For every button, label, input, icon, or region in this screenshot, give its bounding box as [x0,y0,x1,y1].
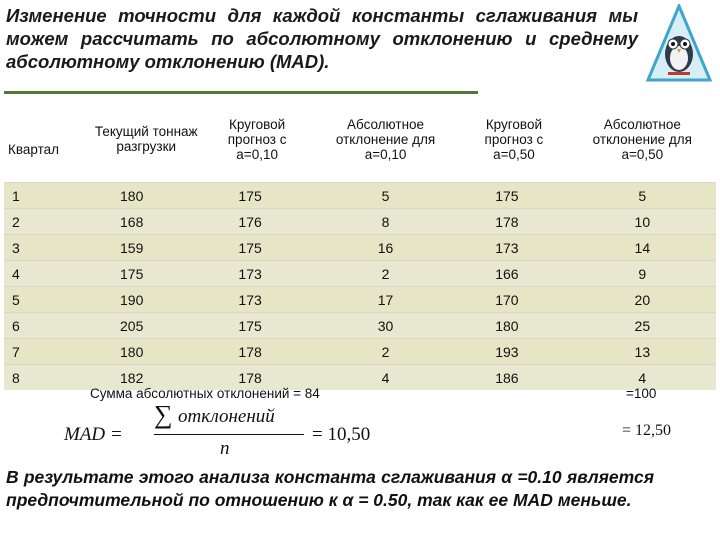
table-cell: 25 [569,313,716,339]
table-row [4,183,716,209]
table-cell: 4 [569,365,716,391]
table-row [4,235,716,261]
table-cell: 14 [569,235,716,261]
table-cell: 175 [90,261,202,287]
mad-result-050: = 12,50 [622,422,672,439]
table-cell: 190 [90,287,202,313]
table-cell: 30 [312,313,459,339]
table-row [4,261,716,287]
table-cell: 182 [90,365,202,391]
formula-lhs: MAD = [64,424,123,445]
table-cell: 180 [459,313,568,339]
sigma-icon: ∑ [154,400,173,429]
column-header: Круговой прогноз с а=0,50 [459,96,568,183]
column-header: Текущий тоннаж разгрузки [90,96,202,183]
table-cell: 7 [4,339,90,365]
table-cell: 205 [90,313,202,339]
table-cell: 178 [202,339,311,365]
table-cell: 178 [202,365,311,391]
table-cell: 173 [459,235,568,261]
column-header: Квартал [4,96,90,183]
table-cell: 159 [90,235,202,261]
table-cell: 3 [4,235,90,261]
table-cell: 173 [202,261,311,287]
table-cell: 2 [312,339,459,365]
table-cell: 175 [202,313,311,339]
table-cell: 175 [459,183,568,209]
table-cell: 6 [4,313,90,339]
table-cell: 176 [202,209,311,235]
table-cell: 4 [4,261,90,287]
table-cell: 178 [459,209,568,235]
table-cell: 8 [312,209,459,235]
table-cell: 180 [90,339,202,365]
column-header: Абсолютное отклонение для а=0,50 [569,96,716,183]
formula-result: = 10,50 [312,424,371,445]
sum-absolute-deviations-050: =100 [626,386,657,401]
table-cell: 173 [202,287,311,313]
table-row [4,339,716,365]
data-table [4,96,716,390]
formula-denominator: n [220,438,230,459]
column-header: Круговой прогноз с а=0,10 [202,96,311,183]
table-row [4,313,716,339]
table-cell: 16 [312,235,459,261]
table-cell: 4 [312,365,459,391]
table-cell: 2 [4,209,90,235]
page-title: Изменение точности для каждой константы сглаживания мы можем рассчитать по абсолютному отклонению и среднему абсолютному отклонению (MAD). [6,5,638,72]
table-cell: 1 [4,183,90,209]
title-underline [4,91,478,94]
table-cell: 5 [4,287,90,313]
table-cell: 10 [569,209,716,235]
table-cell: 2 [312,261,459,287]
table-row [4,287,716,313]
column-header: Абсолютное отклонение для а=0,10 [312,96,459,183]
owl-logo-icon [646,4,712,84]
table-cell: 186 [459,365,568,391]
table-cell: 168 [90,209,202,235]
table-cell: 20 [569,287,716,313]
table-cell: 17 [312,287,459,313]
table-cell: 175 [202,235,311,261]
table-row [4,209,716,235]
table-cell: 5 [312,183,459,209]
fraction-bar [154,434,304,435]
table-cell: 180 [90,183,202,209]
table-header-row [4,96,716,183]
table-cell: 170 [459,287,568,313]
formula-numerator: отклонений [178,406,275,427]
table-cell: 175 [202,183,311,209]
table-cell: 5 [569,183,716,209]
table-cell: 193 [459,339,568,365]
table-cell: 166 [459,261,568,287]
table-cell: 13 [569,339,716,365]
table-cell: 9 [569,261,716,287]
table-cell: 8 [4,365,90,391]
conclusion-text: В результате этого анализа константа сглаживания α =0.10 является предпочтительной по отношению к α = 0.50, так как ее MAD меньше. [6,467,654,510]
mad-formula [60,402,390,464]
sum-absolute-deviations-010: Сумма абсолютных отклонений = 84 [90,386,320,401]
